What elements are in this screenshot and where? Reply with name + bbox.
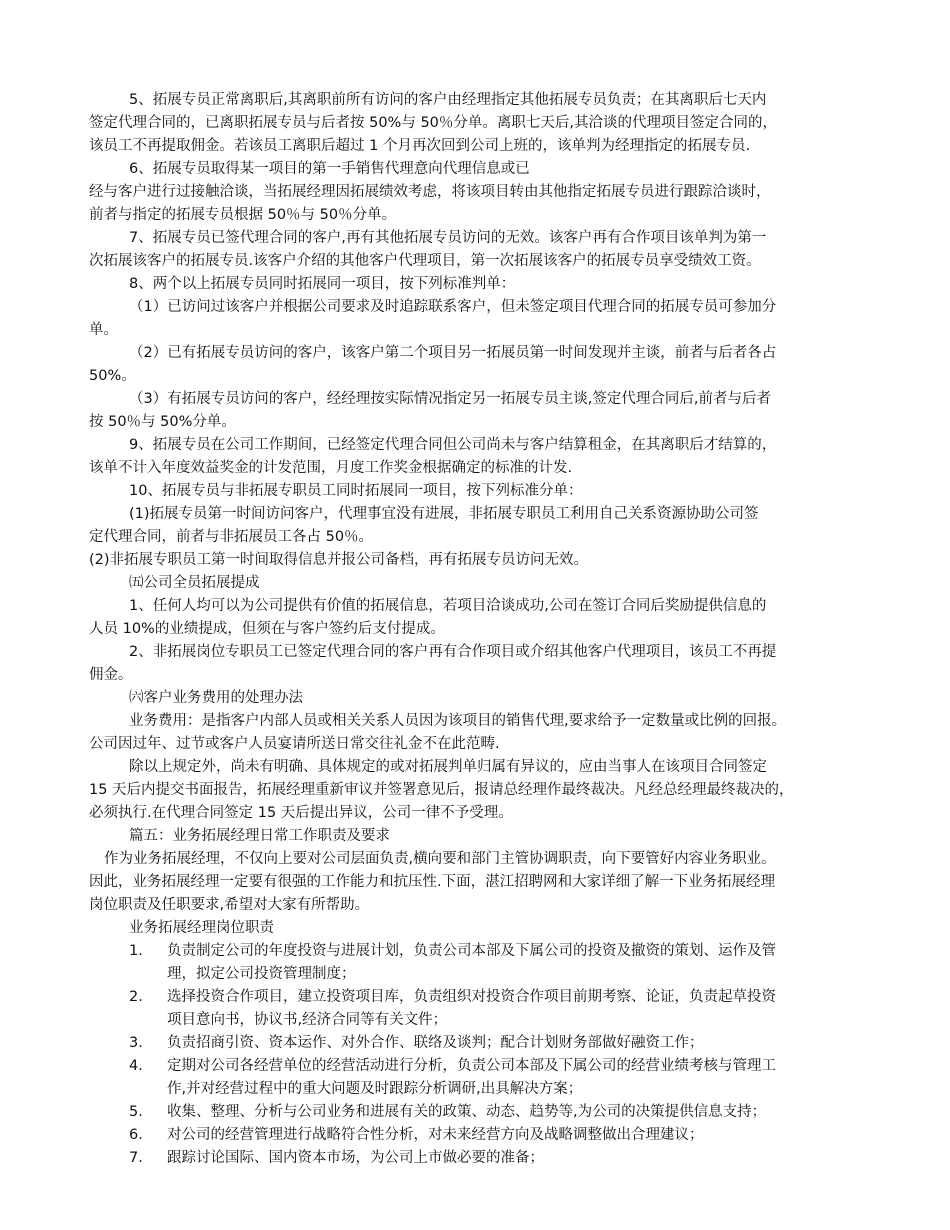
duty-item	[129, 1033, 704, 1053]
paragraph-line: 10、拓展专员与非拓展专职员工同时拓展同一项目，按下列标准分单：	[129, 483, 583, 499]
duty-text: 理，拟定公司投资管理制度；	[167, 966, 356, 982]
duty-text: 选择投资合作项目，建立投资项目库，负责组织对投资合作项目前期考察、论证，负责起草投资	[167, 989, 776, 1005]
paragraph-line: 经与客户进行过接触洽谈，当拓展经理因拓展绩效考虑，将该项目转由其他指定拓展专员进行跟踪洽谈时，	[89, 184, 771, 200]
duty-text: 对公司的经营管理进行战略符合性分析，对未来经营方向及战略调整做出合理建议；	[167, 1127, 704, 1143]
duty-text: 项目意向书，协议书,经济合同等有关文件；	[167, 1012, 448, 1028]
section-heading: 篇五：业务拓展经理日常工作职责及要求	[129, 828, 390, 844]
section-heading: ㈥客户业务费用的处理办法	[129, 690, 303, 706]
duty-number: 2．	[129, 989, 153, 1005]
section-heading: ㈤公司全员拓展提成	[129, 575, 260, 591]
paragraph-line: （1）已访问过该客户并根据公司要求及时追踪联系客户，但未签定项目代理合同的拓展专员可参加分	[129, 299, 777, 315]
duty-text: 作,并对经营过程中的重大问题及时跟踪分析调研,出具解决方案；	[167, 1081, 583, 1097]
paragraph-line: 必须执行.在代理合同签定 15 天后提出异议，公司一律不予受理。	[89, 805, 513, 821]
paragraph-line: 前者与指定的拓展专员根据 50％与 50％分单。	[89, 207, 397, 223]
duty-item	[129, 987, 776, 1007]
paragraph-line: (2)非拓展专职员工第一时间取得信息并报公司备档，再有拓展专员访问无效。	[89, 552, 589, 568]
paragraph-line: 佣金。	[89, 667, 133, 683]
duty-item	[129, 1102, 766, 1122]
duty-item	[129, 941, 776, 961]
paragraph-line: 作为业务拓展经理，不仅向上要对公司层面负责,横向要和部门主管协调职责，向下要管好内容业务职业。	[104, 851, 776, 867]
paragraph-line: 5、拓展专员正常离职后,其离职前所有访问的客户由经理指定其他拓展专员负责；在其离职后七天内	[129, 92, 767, 108]
paragraph-line: 1、任何人均可以为公司提供有价值的拓展信息，若项目洽谈成功,公司在签订合同后奖励提供信息的	[129, 598, 767, 614]
paragraph-line: 定代理合同，前者与非拓展员工各占 50％。	[89, 529, 374, 545]
paragraph-line: 次拓展该客户的拓展专员.该客户介绍的其他客户代理项目，第一次拓展该客户的拓展专员享受绩效工资。	[89, 253, 761, 269]
paragraph-line: 9、拓展专员在公司工作期间，已经签定代理合同但公司尚未与客户结算租金，在其离职后才结算的，	[129, 437, 777, 453]
paragraph-line: 按 50％与 50%分单。	[89, 414, 236, 430]
paragraph-line: 除以上规定外，尚未有明确、具体规定的或对拓展判单归属有异议的，应由当事人在该项目合同签定	[129, 759, 767, 775]
paragraph-line: 50%。	[89, 368, 136, 384]
duty-number: 5．	[129, 1104, 153, 1120]
duty-text: 负责招商引资、资本运作、对外合作、联络及谈判；配合计划财务部做好融资工作；	[167, 1035, 704, 1051]
duty-number: 3．	[129, 1035, 153, 1051]
paragraph-line: （2）已有拓展专员访问的客户，该客户第二个项目另一拓展员第一时间发现并主谈，前者与后者各占	[129, 345, 777, 361]
paragraph-line: 公司因过年、过节或客户人员宴请所送日常交往礼金不在此范畴.	[89, 736, 500, 752]
paragraph-line: （3）有拓展专员访问的客户，经经理按实际情况指定另一拓展专员主谈,签定代理合同后,前者与后者	[129, 391, 771, 407]
paragraph-line: 业务费用：是指客户内部人员或相关关系人员因为该项目的销售代理,要求给予一定数量或比例的回报。	[129, 713, 787, 729]
duty-item	[129, 1125, 704, 1145]
paragraph-line: 人员 10%的业绩提成，但须在与客户签约后支付提成。	[89, 621, 445, 637]
paragraph-line: 因此，业务拓展经理一定要有很强的工作能力和抗压性.下面，湛江招聘网和大家详细了解一下业务拓展经理	[89, 874, 776, 890]
paragraph-line: 单。	[89, 322, 118, 338]
paragraph-line: (1)拓展专员第一时间访问客户，代理事宜没有进展，非拓展专职员工利用自己关系资源协助公司签	[129, 506, 759, 522]
duty-number: 1．	[129, 943, 153, 959]
duty-text: 负责制定公司的年度投资与进展计划，负责公司本部及下属公司的投资及撤资的策划、运作及管	[167, 943, 776, 959]
duty-text: 跟踪讨论国际、国内资本市场，为公司上市做必要的准备；	[167, 1150, 544, 1166]
duty-number: 4．	[129, 1058, 153, 1074]
paragraph-line: 2、非拓展岗位专职员工已签定代理合同的客户再有合作项目或介绍其他客户代理项目，该员工不再提	[129, 644, 777, 660]
paragraph-line: 签定代理合同的，已离职拓展专员与后者按 50%与 50％分单。离职七天后,其洽谈的代理项目签定合同的，	[89, 115, 778, 131]
paragraph-line: 8、两个以上拓展专员同时拓展同一项目，按下列标准判单：	[129, 276, 516, 292]
paragraph-line: 该单不计入年度效益奖金的计发范围，月度工作奖金根据确定的标准的计发.	[89, 460, 573, 476]
paragraph-line: 6、拓展专员取得某一项目的第一手销售代理意向代理信息或已	[129, 161, 530, 177]
duty-text: 收集、整理、分析与公司业务和进展有关的政策、动态、趋势等,为公司的决策提供信息支持；	[167, 1104, 767, 1120]
paragraph-line: 15 天后内提交书面报告，拓展经理重新审议并签署意见后，报请总经理作最终裁决。凡经总经理最终裁决的，	[89, 782, 794, 798]
duty-text: 定期对公司各经营单位的经营活动进行分析，负责公司本部及下属公司的经营业绩考核与管理工	[167, 1058, 776, 1074]
duty-item	[129, 1056, 776, 1076]
paragraph-line: 该员工不再提取佣金。若该员工离职后超过 1 个月再次回到公司上班的，该单判为经理指定的拓展专员.	[89, 138, 751, 154]
section-heading: 业务拓展经理岗位职责	[129, 920, 274, 936]
duty-number: 6．	[129, 1127, 153, 1143]
duty-number: 7．	[129, 1150, 153, 1166]
paragraph-line: 7、拓展专员已签代理合同的客户,再有其他拓展专员访问的无效。该客户再有合作项目该单判为第一	[129, 230, 767, 246]
duty-item	[129, 1148, 544, 1168]
paragraph-line: 岗位职责及任职要求,希望对大家有所帮助。	[89, 897, 370, 913]
